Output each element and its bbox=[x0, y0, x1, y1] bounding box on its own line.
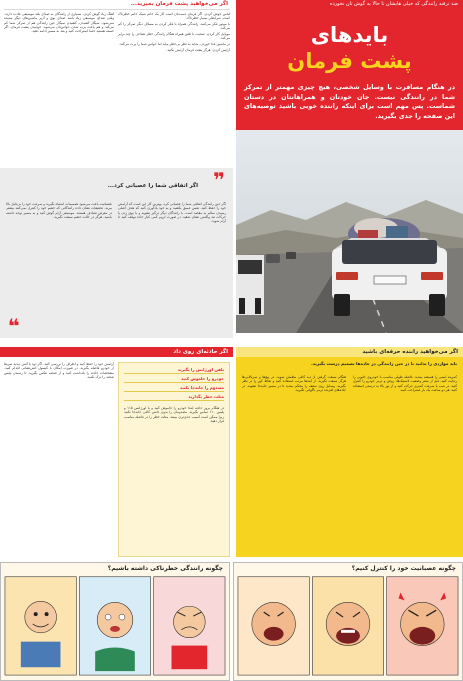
sec2-box bbox=[0, 168, 233, 338]
cartoon-left bbox=[0, 562, 230, 681]
sec1-col1 bbox=[118, 12, 230, 162]
sec3-box-body-text: در هنگام بروز حادثه ابتدا خودرو را خاموش کنید و با اورژانس ۱۱۵ و پلیس ۱۱۰ تماس بگیرید. مصدومان را بدون دانش کافی جابه‌جا نکنید زیرا ممکن است آسیب جدی‌تری ببینند. مثلث خطر را در فاصله مناسب قرار دهید. bbox=[124, 406, 224, 423]
sec2-col1 bbox=[118, 202, 226, 332]
sec1-rule bbox=[4, 9, 230, 10]
sec3-item-1: تلفن اورژانس را بگیرید bbox=[124, 367, 224, 374]
hero-banner bbox=[236, 9, 463, 130]
sec1-item-5: آرایش کردن. هرگز پشت فرمان آرایش نکنید. bbox=[166, 48, 230, 53]
sec4-header bbox=[236, 347, 463, 357]
sec4-intro: باید مواردی را بدانید تا در حین رانندگی در جاده‌ها تصمیم درست بگیرید. bbox=[311, 361, 457, 366]
sec2-col2-text: عصبانیت باعث می‌شود تصمیمات اشتباه بگیرید و سرعت خود را بی‌دلیل بالا ببرید. تحقیقات نشان داده رانندگانی که خشم خود را کنترل نمی‌کنند بیشتر در معرض تصادف هستند. موسیقی آرام گوش کنید و به مسیر توجه داشته باشید. هرگز در حالت خشم سبقت نگیرید. bbox=[6, 202, 112, 219]
sec1-header bbox=[0, 0, 233, 9]
sec2-title: اگر اتفاقی شما را عصبانی کرد... bbox=[107, 183, 198, 189]
hero-title-line1: بایدهای bbox=[310, 23, 389, 47]
sec4-col2-text: هنگام سبقت گرفتن از دید کافی مطمئن شوید. در پیچ‌ها و سربالایی‌ها هرگز سبقت نگیرید. از آینه‌ها مرتب استفاده کنید و نقاط کور را در نظر بگیرید. وسایل روی سقف را محکم ببندید تا در مسیر جابه‌جا نشوند. در جاده‌های لغزنده ترمز ناگهانی نگیرید. bbox=[242, 375, 346, 392]
sec2-col1-text: اگر حین رانندگی اتفاقی شما را عصبانی کرد، بهترین کار این است که آرامش خود را حفظ کنید. نفس عمیق بکشید و به خود یادآوری کنید که هدف اصلی رسیدن سالم به مقصد است. با رانندگان دیگر درگیر نشوید و با بوق زدن یا حرکات تند واکنش نشان ندهید. در صورت لزوم کمی کنار جاده توقف کنید تا آرام شوید. bbox=[118, 202, 226, 224]
hero-title-line2: پشت فرمان bbox=[287, 49, 412, 73]
sec3-header bbox=[0, 347, 233, 357]
cartoon-right-art bbox=[234, 563, 462, 680]
sec1-item-3: موبایل کار کردن. صحبت با تلفن همراه هنگام رانندگی خطر تصادف را چند برابر می‌کند. bbox=[118, 32, 230, 41]
sec1-item-4: در ماشین غذا خوردن. شاید به نظر بی‌خطر بیاید اما حواس شما را پرت می‌کند. bbox=[118, 42, 230, 47]
cartoon-left-art bbox=[1, 563, 229, 680]
sec3-item-2: خودرو را خاموش کنید bbox=[124, 376, 224, 383]
sec3-box-body bbox=[119, 406, 229, 556]
sec4-title: اگر می‌خواهید راننده حرفه‌ای باشید bbox=[362, 349, 458, 355]
cartoon-right bbox=[233, 562, 463, 681]
top-strip bbox=[236, 0, 463, 9]
sec4-col2 bbox=[242, 375, 346, 551]
sec3-title: اگر حادثه‌ای روی داد bbox=[173, 349, 228, 355]
sec4-col1-text: کمربند ایمنی را همیشه ببندید. فاصله طولی مناسب با خودروی جلویی را رعایت کنید. قبل از سفر وضعیت لاستیک‌ها، روغن و ترمز خودرو را کنترل کنید. در شب با سرعت کمتری حرکت کنید و از نور بالا به درستی استفاده کنید. هر دو ساعت یک بار استراحت کنید. bbox=[353, 375, 457, 392]
sec1-item-2: با موتور فکر می‌کنید. رانندگی همراه با فکر کردن به مسائل دیگر تمرکز را کم می‌کند. bbox=[118, 22, 230, 31]
cartoon-right-caption: چگونه عصبانیت خود را کنترل کنیم؟ bbox=[351, 565, 456, 572]
quote-mark-bottom: ❝ bbox=[8, 314, 20, 338]
sec1-col2 bbox=[4, 12, 114, 162]
sec2-col2 bbox=[6, 202, 112, 312]
sec3-list bbox=[119, 363, 229, 406]
sec3-col2 bbox=[4, 362, 114, 557]
sec1-title: اگر می‌خواهید پشت فرمان بمیرید... bbox=[130, 1, 228, 7]
hero-photo bbox=[236, 130, 463, 333]
sec3-box bbox=[118, 362, 230, 557]
sec3-col2-text: آرامش خود را حفظ کنید و اطراف را بررسی کنید. اگر دود یا آتش دیدید سریعا از خودرو فاصله بگیرید. در صورت امکان با کپسول آتش‌نشانی اقدام کنید. مشخصات حادثه را یادداشت کنید و از صحنه عکس بگیرید. تا رسیدن پلیس صحنه را ترک نکنید. bbox=[4, 362, 114, 379]
sec1-item-1: لباس جوش کردن. اگر فرمان دست‌تان است کار یک خانم شیک خانم خطرناک است. شرایطی بسیار خطرناک. bbox=[118, 12, 230, 21]
quote-mark-top: ❞ bbox=[213, 168, 225, 192]
top-strip-text: ضد ترفند رانندگی که خیلی هایشان تا حالا به گوش تان نخورده bbox=[329, 1, 458, 7]
hero-lead: در هنگام مسافرت با وسایل شخصی، هیچ چیزی مهمتر از تمرکز شما در رانندگی نیست. جان خودتان و همراهانتان در دستان شماست. پس مهم است برای اینکه راننده خوبی باشید توصیه‌های این صفحه را جدی بگیرید. bbox=[244, 83, 455, 120]
sec4-col1 bbox=[353, 375, 457, 551]
sec1-col2-text: آهنگ زیاد گوش کردن. بسیاری از رانندگان به صدای بلند موسیقی عادت دارند. وقتی صدای موسیقی زیاد باشد صدای بوق و آژیر ماشین‌های دیگر شنیده نمی‌شود. سیگار کشیدن. کشیدن سیگار حین رانندگی هم از تمرکز شما کم می‌کند و هم باعث پرت شدن حواس‌تان می‌شود. خوابیدن پشت فرمان. اگر خسته هستید حتما استراحت کنید و بعد به مسیر ادامه دهید. bbox=[4, 12, 114, 34]
sec3-item-3: مصدوم را جابه‌جا نکنید bbox=[124, 385, 224, 392]
sec2-header bbox=[13, 182, 203, 191]
sec4-box bbox=[236, 347, 463, 557]
car-photo bbox=[236, 130, 463, 333]
cartoon-left-caption: چگونه رانندگی خطرناکی داشته باشیم؟ bbox=[107, 565, 223, 572]
sec3-head-bg bbox=[0, 347, 233, 357]
sec3-item-4: مثلث خطر بگذارید bbox=[124, 394, 224, 401]
